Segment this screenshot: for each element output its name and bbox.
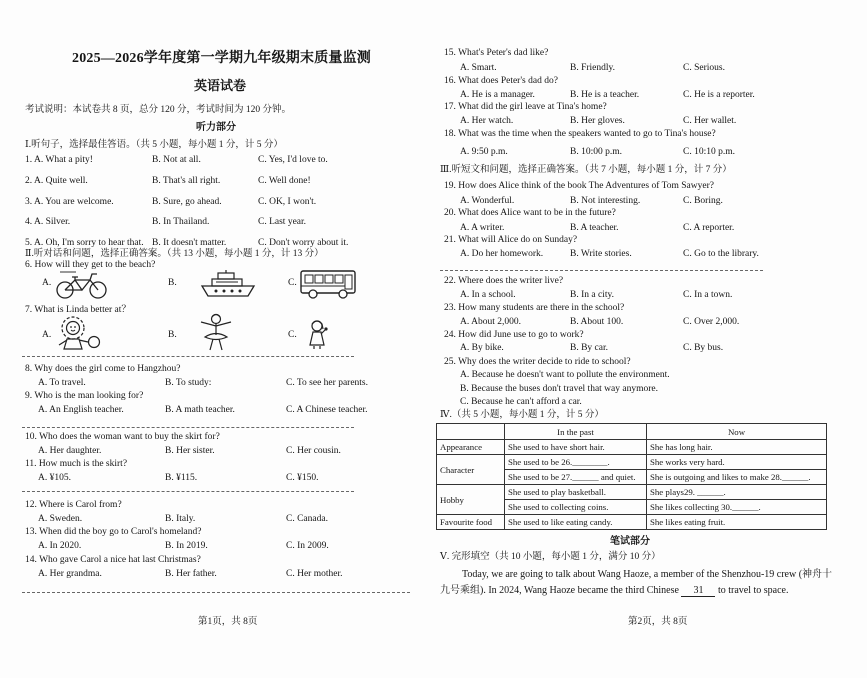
part1-heading: Ⅰ.听句子，选择最佳答语。（共 5 小题，每小题 1 分，计 5 分） xyxy=(25,140,283,150)
option-b: B. By car. xyxy=(570,343,608,353)
table-header-empty xyxy=(437,424,505,440)
question-text: What was the time when the speakers wanted to go to Tina's house? xyxy=(458,129,716,139)
option-b: B. Italy. xyxy=(165,514,196,524)
exam-subtitle: 英语试卷 xyxy=(194,78,247,93)
question-number: 18. xyxy=(444,129,456,139)
question-number: 23. xyxy=(444,303,456,313)
written-section-heading: 笔试部分 xyxy=(610,536,650,547)
option-c: C. Her wallet. xyxy=(683,116,737,126)
section-divider xyxy=(22,491,354,492)
section-divider xyxy=(440,270,763,271)
question-number: 9. xyxy=(25,391,33,401)
question-number: 16. xyxy=(444,76,456,86)
question-text: Who gave Carol a nice hat last Christmas? xyxy=(39,555,201,565)
option-a: A. An English teacher. xyxy=(38,405,124,415)
option-a: A. Her grandma. xyxy=(38,569,102,579)
option-c: C. Because he can't afford a car. xyxy=(460,397,582,407)
option-a: A. About 2,000. xyxy=(460,317,521,327)
question-text: Where does the writer live? xyxy=(458,276,564,286)
question-24-options xyxy=(0,342,867,354)
option-b: B. In a city. xyxy=(570,290,614,300)
question-text: What's Peter's dad like? xyxy=(458,48,549,58)
question-number: 15. xyxy=(444,48,456,58)
exam-title: 2025—2026学年度第一学期九年级期末质量监测 xyxy=(72,51,371,66)
option-b: B. He is a teacher. xyxy=(570,90,640,100)
table-header-past: In the past xyxy=(505,424,647,440)
table-row xyxy=(437,440,827,455)
question-text: When did the boy go to Carol's homeland? xyxy=(39,527,202,537)
question-14 xyxy=(25,554,201,566)
question-number: 19. xyxy=(444,181,456,191)
question-text: How much is the skirt? xyxy=(38,459,128,469)
option-a-text: A. Quite well. xyxy=(33,176,88,186)
question-text: What will Alice do on Sunday? xyxy=(458,235,578,245)
question-8-options xyxy=(0,377,867,389)
section-divider xyxy=(22,356,354,357)
question-number: 20. xyxy=(444,208,456,218)
question-text: Who is the man looking for? xyxy=(34,391,144,401)
option-c: C. Over 2,000. xyxy=(683,317,740,327)
table-row xyxy=(437,485,827,500)
question-number: 13. xyxy=(25,527,37,537)
now-cell: She plays29. ______. xyxy=(647,485,827,500)
option-c: C. He is a reporter. xyxy=(683,90,755,100)
past-cell: She used to be 27.______ and quiet. xyxy=(505,470,647,485)
now-cell: She likes eating fruit. xyxy=(647,515,827,530)
option-a: A. 9:50 p.m. xyxy=(460,147,508,157)
option-a: A. To travel. xyxy=(38,378,86,388)
question-15-options xyxy=(0,62,867,74)
option-b: B. About 100. xyxy=(570,317,624,327)
listening-heading: 听力部分 xyxy=(196,122,236,133)
past-cell: She used to like eating candy. xyxy=(505,515,647,530)
question-text: How will they get to the beach? xyxy=(34,260,156,270)
option-a: A. ¥105. xyxy=(38,473,71,483)
row-label: Character xyxy=(437,455,505,485)
now-cell: She likes collecting 30.______. xyxy=(647,500,827,515)
question-20 xyxy=(444,207,616,219)
option-c: C. A Chinese teacher. xyxy=(286,405,368,415)
option-c: C. Well done! xyxy=(258,176,311,186)
question-10 xyxy=(25,431,220,443)
option-c: C. Yes, I'd love to. xyxy=(258,155,328,165)
cloze-passage xyxy=(440,567,835,599)
question-number: 1. xyxy=(25,155,33,165)
now-cell: She works very hard. xyxy=(647,455,827,470)
question-22 xyxy=(444,275,563,287)
question-text: Where is Carol from? xyxy=(39,500,122,510)
option-a: A. By bike. xyxy=(460,343,504,353)
option-c: C. By bus. xyxy=(683,343,724,353)
option-a: A. Do her homework. xyxy=(460,249,544,259)
option-c: C. 10:10 p.m. xyxy=(683,147,735,157)
question-16-options xyxy=(0,89,867,101)
question-23 xyxy=(444,302,624,314)
option-b: B. Not at all. xyxy=(152,155,201,165)
question-19 xyxy=(444,180,714,192)
option-b: B. ¥115. xyxy=(165,473,198,483)
question-number: 21. xyxy=(444,235,456,245)
question-9 xyxy=(25,390,143,402)
question-18 xyxy=(444,128,716,140)
option-b: B. Write stories. xyxy=(570,249,632,259)
option-c: C. OK, I won't. xyxy=(258,197,317,207)
question-19-options xyxy=(0,195,867,207)
passage-text: Today, we are going to talk about Wang Haoze, a member of the Shenzhou-19 crew (神舟十九号乘组). In 2024, Wang Haoze became the third Chinese xyxy=(440,569,833,596)
option-c: C. A reporter. xyxy=(683,223,735,233)
question-15 xyxy=(444,47,548,59)
option-a: A. In a school. xyxy=(460,290,516,300)
question-text: How does Alice think of the book The Adventures of Tom Sawyer? xyxy=(458,181,714,191)
option-a: A. A writer. xyxy=(460,223,505,233)
table-row xyxy=(437,455,827,470)
comparison-table xyxy=(436,423,827,530)
question-18-options xyxy=(0,146,867,158)
table-row xyxy=(437,515,827,530)
option-a-label: A. xyxy=(42,330,52,340)
option-a: A. Sweden. xyxy=(38,514,83,524)
option-b: B. 10:00 p.m. xyxy=(570,147,622,157)
now-cell: She is outgoing and likes to make 28.______. xyxy=(647,470,827,485)
option-c: C. Don't worry about it. xyxy=(258,238,349,248)
question-text: Why does the girl come to Hangzhou? xyxy=(34,364,181,374)
option-c: C. ¥150. xyxy=(286,473,319,483)
option-c: C. Her cousin. xyxy=(286,446,341,456)
page-footer-right: 第2页，共 8页 xyxy=(628,617,688,627)
question-16 xyxy=(444,75,558,87)
passage-text-end: to travel to space. xyxy=(717,585,789,596)
option-c: C. In a town. xyxy=(683,290,733,300)
option-b: B. Because the buses don't travel that way anymore. xyxy=(460,384,658,394)
question-text: What is Linda better at？ xyxy=(34,305,131,315)
option-b: B. Her father. xyxy=(165,569,217,579)
row-label: Appearance xyxy=(437,440,505,455)
option-a: A. In 2020. xyxy=(38,541,82,551)
question-17-options xyxy=(0,115,867,127)
question-23-options xyxy=(0,316,867,328)
option-a-text: A. What a pity! xyxy=(33,155,93,165)
question-number: 4. xyxy=(25,217,33,227)
blank-31: 31 xyxy=(681,585,715,597)
option-c: C. In 2009. xyxy=(286,541,329,551)
option-a: A. Smart. xyxy=(460,63,497,73)
past-cell: She used to collecting coins. xyxy=(505,500,647,515)
question-21-options xyxy=(0,248,867,260)
option-b: B. Sure, go ahead. xyxy=(152,197,222,207)
question-21 xyxy=(444,234,577,246)
option-b: B. It doesn't matter. xyxy=(152,238,227,248)
question-text: How did June use to go to work? xyxy=(458,330,584,340)
option-c: C. Go to the library. xyxy=(683,249,759,259)
option-a: A. He is a manager. xyxy=(460,90,535,100)
question-24 xyxy=(444,329,584,341)
question-11 xyxy=(25,458,127,470)
option-c-label: C. xyxy=(288,330,297,340)
question-number: 3. xyxy=(25,197,33,207)
question-number: 2. xyxy=(25,176,33,186)
table-header-now: Now xyxy=(647,424,827,440)
question-2 xyxy=(0,175,867,187)
option-a xyxy=(25,175,88,187)
option-c-label: C. xyxy=(288,278,297,288)
exam-instructions: 考试说明：本试卷共 8 页，总分 120 分，考试时间为 120 分钟。 xyxy=(25,105,292,115)
question-17 xyxy=(444,101,607,113)
option-a: A. Wonderful. xyxy=(460,196,515,206)
option-c: C. Boring. xyxy=(683,196,723,206)
question-number: 22. xyxy=(444,276,456,286)
question-8 xyxy=(25,363,181,375)
section-divider xyxy=(22,592,410,593)
question-text: How many students are there in the school? xyxy=(458,303,625,313)
option-b: B. In 2019. xyxy=(165,541,208,551)
question-number: 8. xyxy=(25,364,33,374)
part5-heading: Ⅴ. 完形填空（共 10 小题，每小题 1 分，满分 10 分） xyxy=(440,552,661,562)
question-9-options xyxy=(0,404,867,416)
option-b: B. To study: xyxy=(165,378,212,388)
option-a-label: A. xyxy=(42,278,52,288)
option-a: A. Her watch. xyxy=(460,116,514,126)
option-a: A. Because he doesn't want to pollute the environment. xyxy=(460,370,670,380)
question-text: Why does the writer decide to ride to school? xyxy=(458,357,631,367)
table-header-row xyxy=(437,424,827,440)
option-b: B. A teacher. xyxy=(570,223,619,233)
question-number: 6. xyxy=(25,260,33,270)
question-13 xyxy=(25,526,201,538)
option-b-label: B. xyxy=(168,330,177,340)
question-text: What did the girl leave at Tina's home? xyxy=(458,102,607,112)
question-number: 5. xyxy=(25,238,33,248)
question-number: 10. xyxy=(25,432,37,442)
section-divider xyxy=(22,427,354,428)
question-20-options xyxy=(0,222,867,234)
part3-heading: Ⅲ.听短文和问题，选择正确答案。（共 7 小题，每小题 1 分，计 7 分） xyxy=(440,165,732,175)
question-text: Who does the woman want to buy the skirt for? xyxy=(39,432,220,442)
row-label: Hobby xyxy=(437,485,505,515)
past-cell: She used to be 26.________. xyxy=(505,455,647,470)
question-25 xyxy=(444,356,631,368)
option-b: B. Friendly. xyxy=(570,63,616,73)
past-cell: She used to play basketball. xyxy=(505,485,647,500)
question-number: 17. xyxy=(444,102,456,112)
question-number: 12. xyxy=(25,500,37,510)
question-12 xyxy=(25,499,122,511)
option-b: B. That's all right. xyxy=(152,176,221,186)
option-b: B. Her gloves. xyxy=(570,116,625,126)
question-text: What does Peter's dad do? xyxy=(458,76,558,86)
question-number: 14. xyxy=(25,555,37,565)
option-b-label: B. xyxy=(168,278,177,288)
option-a-text: A. You are welcome. xyxy=(33,197,114,207)
row-label: Favourite food xyxy=(437,515,505,530)
option-c: C. Last year. xyxy=(258,217,307,227)
now-cell: She has long hair. xyxy=(647,440,827,455)
option-b: B. Her sister. xyxy=(165,446,215,456)
option-b: B. A math teacher. xyxy=(165,405,235,415)
question-text: What does Alice want to be in the future? xyxy=(458,208,616,218)
question-22-options xyxy=(0,289,867,301)
option-b: B. In Thailand. xyxy=(152,217,210,227)
question-number: 25. xyxy=(444,357,456,367)
option-c: C. Serious. xyxy=(683,63,725,73)
question-number: 24. xyxy=(444,330,456,340)
question-number: 7. xyxy=(25,305,33,315)
option-b: B. Not interesting. xyxy=(570,196,641,206)
past-cell: She used to have short hair. xyxy=(505,440,647,455)
option-c: C. Canada. xyxy=(286,514,328,524)
part4-heading: Ⅳ.（共 5 小题，每小题 1 分，计 5 分） xyxy=(440,410,604,420)
part2-heading: Ⅱ.听对话和问题，选择正确答案。（共 13 小题，每小题 1 分，计 13 分） xyxy=(25,249,324,259)
option-a-text: A. Oh, I'm sorry to hear that. xyxy=(33,238,144,248)
question-13-options xyxy=(0,540,867,552)
page-footer-left: 第1页，共 8页 xyxy=(198,617,258,627)
question-number: 11. xyxy=(25,459,37,469)
option-c: C. Her mother. xyxy=(286,569,343,579)
option-c: C. To see her parents. xyxy=(286,378,368,388)
option-a-text: A. Silver. xyxy=(33,217,71,227)
option-a: A. Her daughter. xyxy=(38,446,102,456)
